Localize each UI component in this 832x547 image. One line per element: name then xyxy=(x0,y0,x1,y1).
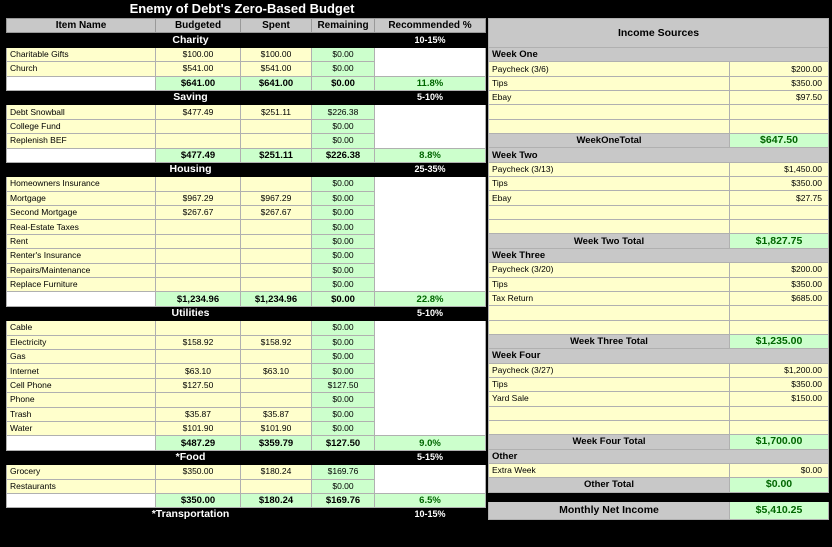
week-label: Week Three xyxy=(489,248,829,262)
income-amount[interactable]: $27.75 xyxy=(730,191,829,205)
total-percent: 22.8% xyxy=(375,292,486,306)
spent-cell[interactable]: $267.67 xyxy=(241,206,312,220)
week-total-amount: $647.50 xyxy=(730,134,829,148)
income-source[interactable] xyxy=(489,320,730,334)
remaining-cell: $0.00 xyxy=(312,191,375,205)
income-row xyxy=(489,392,829,406)
remaining-cell: $0.00 xyxy=(312,335,375,349)
column-header: Recommended % xyxy=(375,19,486,33)
budgeted-cell[interactable]: $35.87 xyxy=(156,407,241,421)
spent-cell[interactable] xyxy=(241,134,312,148)
total-remaining: $0.00 xyxy=(312,292,375,306)
income-amount[interactable] xyxy=(730,220,829,234)
total-remaining: $0.00 xyxy=(312,76,375,90)
budgeted-cell[interactable]: $101.90 xyxy=(156,421,241,435)
column-header: Remaining xyxy=(312,19,375,33)
spent-cell[interactable] xyxy=(241,220,312,234)
spent-cell[interactable] xyxy=(241,349,312,363)
income-source[interactable] xyxy=(489,406,730,420)
spent-cell[interactable]: $63.10 xyxy=(241,364,312,378)
income-amount[interactable]: $200.00 xyxy=(730,263,829,277)
income-row xyxy=(489,62,829,76)
spent-cell[interactable]: $100.00 xyxy=(241,47,312,61)
section-header xyxy=(7,162,486,176)
income-spacer-row xyxy=(489,492,829,501)
income-source[interactable]: Tips xyxy=(489,277,730,291)
income-row xyxy=(489,377,829,391)
budgeted-cell[interactable] xyxy=(156,249,241,263)
budget-row xyxy=(7,321,486,335)
budgeted-cell[interactable] xyxy=(156,278,241,292)
item-name[interactable]: Cell Phone xyxy=(7,378,156,392)
income-row xyxy=(489,119,829,133)
income-amount[interactable]: $200.00 xyxy=(730,62,829,76)
column-header: Budgeted xyxy=(156,19,241,33)
section-total-row xyxy=(7,493,486,507)
week-total-label: Other Total xyxy=(489,478,730,492)
total-spent: $251.11 xyxy=(241,148,312,162)
week-label-row xyxy=(489,148,829,162)
budgeted-cell[interactable] xyxy=(156,349,241,363)
spent-cell[interactable] xyxy=(241,177,312,191)
budget-table xyxy=(6,18,486,523)
section-total-row xyxy=(7,292,486,306)
budgeted-cell[interactable] xyxy=(156,393,241,407)
budget-row xyxy=(7,105,486,119)
income-source[interactable] xyxy=(489,119,730,133)
remaining-cell: $0.00 xyxy=(312,119,375,133)
spent-cell[interactable] xyxy=(241,249,312,263)
week-label-row xyxy=(489,248,829,262)
income-amount[interactable] xyxy=(730,320,829,334)
section-total-row xyxy=(7,148,486,162)
recommended-blank xyxy=(375,47,486,76)
item-name[interactable]: Church xyxy=(7,62,156,76)
income-row xyxy=(489,220,829,234)
column-header: Item Name xyxy=(7,19,156,33)
income-source[interactable] xyxy=(489,205,730,219)
budgeted-cell[interactable] xyxy=(156,220,241,234)
income-row xyxy=(489,463,829,477)
item-name[interactable]: Homeowners Insurance xyxy=(7,177,156,191)
total-blank xyxy=(7,436,156,450)
budgeted-cell[interactable] xyxy=(156,234,241,248)
income-source[interactable]: Tax Return xyxy=(489,291,730,305)
week-total-amount: $1,235.00 xyxy=(730,334,829,348)
week-total-row xyxy=(489,234,829,248)
income-source[interactable]: Ebay xyxy=(489,191,730,205)
budgeted-cell[interactable]: $350.00 xyxy=(156,465,241,479)
item-name[interactable]: Replenish BEF xyxy=(7,134,156,148)
remaining-cell: $0.00 xyxy=(312,177,375,191)
remaining-cell: $0.00 xyxy=(312,321,375,335)
item-name[interactable]: Gas xyxy=(7,349,156,363)
income-source[interactable]: Paycheck (3/13) xyxy=(489,162,730,176)
total-spent: $1,234.96 xyxy=(241,292,312,306)
total-percent: 8.8% xyxy=(375,148,486,162)
week-label: Other xyxy=(489,449,829,463)
income-table xyxy=(488,18,829,520)
budgeted-cell[interactable] xyxy=(156,177,241,191)
total-percent: 11.8% xyxy=(375,76,486,90)
spent-cell[interactable] xyxy=(241,479,312,493)
section-recommended: 5-10% xyxy=(375,90,486,104)
section-recommended: 5-10% xyxy=(375,306,486,320)
spent-cell[interactable]: $967.29 xyxy=(241,191,312,205)
item-name[interactable]: Rent xyxy=(7,234,156,248)
income-source[interactable]: Paycheck (3/20) xyxy=(489,263,730,277)
week-total-amount: $0.00 xyxy=(730,478,829,492)
income-amount[interactable] xyxy=(730,306,829,320)
section-recommended: 5-15% xyxy=(375,450,486,464)
remaining-cell: $0.00 xyxy=(312,349,375,363)
sheet-title: Enemy of Debt's Zero-Based Budget xyxy=(129,1,355,16)
week-total-row xyxy=(489,134,829,148)
income-source[interactable]: Tips xyxy=(489,76,730,90)
remaining-cell: $0.00 xyxy=(312,220,375,234)
income-source[interactable] xyxy=(489,220,730,234)
item-name[interactable]: Trash xyxy=(7,407,156,421)
remaining-cell: $0.00 xyxy=(312,364,375,378)
spacer-cell xyxy=(489,492,829,501)
income-row xyxy=(489,191,829,205)
week-total-label: Week Three Total xyxy=(489,334,730,348)
remaining-cell: $0.00 xyxy=(312,249,375,263)
remaining-cell: $127.50 xyxy=(312,378,375,392)
income-row xyxy=(489,205,829,219)
total-remaining: $169.76 xyxy=(312,493,375,507)
income-row xyxy=(489,162,829,176)
recommended-blank xyxy=(375,321,486,436)
remaining-cell: $226.38 xyxy=(312,105,375,119)
section-recommended: 10-15% xyxy=(375,508,486,522)
spent-cell[interactable] xyxy=(241,234,312,248)
income-row xyxy=(489,363,829,377)
week-total-row xyxy=(489,478,829,492)
income-row xyxy=(489,76,829,90)
income-amount[interactable] xyxy=(730,119,829,133)
total-budgeted: $1,234.96 xyxy=(156,292,241,306)
item-name[interactable]: Replace Furniture xyxy=(7,278,156,292)
income-row xyxy=(489,263,829,277)
item-name[interactable]: Charitable Gifts xyxy=(7,47,156,61)
income-source[interactable] xyxy=(489,306,730,320)
week-label: Week One xyxy=(489,48,829,62)
remaining-cell: $0.00 xyxy=(312,421,375,435)
budgeted-cell[interactable] xyxy=(156,321,241,335)
section-header xyxy=(7,90,486,104)
week-label-row xyxy=(489,48,829,62)
budgeted-cell[interactable] xyxy=(156,479,241,493)
section-total-row xyxy=(7,436,486,450)
remaining-cell: $169.76 xyxy=(312,465,375,479)
net-income-row xyxy=(489,501,829,519)
week-label-row xyxy=(489,349,829,363)
total-budgeted: $350.00 xyxy=(156,493,241,507)
income-amount[interactable] xyxy=(730,105,829,119)
income-row xyxy=(489,277,829,291)
budget-row xyxy=(7,465,486,479)
recommended-blank xyxy=(375,465,486,494)
total-budgeted: $477.49 xyxy=(156,148,241,162)
section-name: *Transportation xyxy=(7,508,375,522)
income-source[interactable]: Paycheck (3/6) xyxy=(489,62,730,76)
item-name[interactable]: Real-Estate Taxes xyxy=(7,220,156,234)
section-total-row xyxy=(7,76,486,90)
section-header xyxy=(7,33,486,47)
budget-header-row xyxy=(7,19,486,33)
income-source[interactable]: Yard Sale xyxy=(489,392,730,406)
spent-cell[interactable] xyxy=(241,278,312,292)
income-source[interactable] xyxy=(489,420,730,434)
income-amount[interactable] xyxy=(730,420,829,434)
income-amount[interactable]: $1,200.00 xyxy=(730,363,829,377)
total-remaining: $127.50 xyxy=(312,436,375,450)
item-name[interactable]: College Fund xyxy=(7,119,156,133)
recommended-blank xyxy=(375,105,486,148)
spent-cell[interactable]: $101.90 xyxy=(241,421,312,435)
income-row xyxy=(489,406,829,420)
income-header: Income Sources xyxy=(489,19,829,48)
item-name[interactable]: Restaurants xyxy=(7,479,156,493)
net-income-amount: $5,410.25 xyxy=(730,501,829,519)
income-source[interactable]: Paycheck (3/27) xyxy=(489,363,730,377)
week-total-amount: $1,827.75 xyxy=(730,234,829,248)
item-name[interactable]: Mortgage xyxy=(7,191,156,205)
remaining-cell: $0.00 xyxy=(312,263,375,277)
column-header: Spent xyxy=(241,19,312,33)
week-label: Week Two xyxy=(489,148,829,162)
remaining-cell: $0.00 xyxy=(312,278,375,292)
week-label-row xyxy=(489,449,829,463)
budgeted-cell[interactable]: $127.50 xyxy=(156,378,241,392)
total-blank xyxy=(7,292,156,306)
section-name: Utilities xyxy=(7,306,375,320)
income-amount[interactable]: $685.00 xyxy=(730,291,829,305)
spent-cell[interactable]: $251.11 xyxy=(241,105,312,119)
remaining-cell: $0.00 xyxy=(312,206,375,220)
income-row xyxy=(489,177,829,191)
total-spent: $359.79 xyxy=(241,436,312,450)
budgeted-cell[interactable]: $158.92 xyxy=(156,335,241,349)
spent-cell[interactable]: $35.87 xyxy=(241,407,312,421)
week-label: Week Four xyxy=(489,349,829,363)
total-blank xyxy=(7,493,156,507)
income-amount[interactable] xyxy=(730,406,829,420)
section-header xyxy=(7,508,486,522)
budgeted-cell[interactable]: $100.00 xyxy=(156,47,241,61)
income-amount[interactable] xyxy=(730,205,829,219)
item-name[interactable]: Water xyxy=(7,421,156,435)
total-budgeted: $487.29 xyxy=(156,436,241,450)
budgeted-cell[interactable]: $477.49 xyxy=(156,105,241,119)
item-name[interactable]: Debt Snowball xyxy=(7,105,156,119)
budgeted-cell[interactable] xyxy=(156,119,241,133)
section-name: *Food xyxy=(7,450,375,464)
remaining-cell: $0.00 xyxy=(312,393,375,407)
remaining-cell: $0.00 xyxy=(312,47,375,61)
income-source[interactable]: Extra Week xyxy=(489,463,730,477)
week-total-row xyxy=(489,334,829,348)
item-name[interactable]: Internet xyxy=(7,364,156,378)
total-remaining: $226.38 xyxy=(312,148,375,162)
remaining-cell: $0.00 xyxy=(312,407,375,421)
budgeted-cell[interactable] xyxy=(156,134,241,148)
budgeted-cell[interactable]: $267.67 xyxy=(156,206,241,220)
income-row xyxy=(489,320,829,334)
week-total-label: Week Two Total xyxy=(489,234,730,248)
income-amount[interactable]: $350.00 xyxy=(730,76,829,90)
income-row xyxy=(489,306,829,320)
total-spent: $641.00 xyxy=(241,76,312,90)
item-name[interactable]: Renter's Insurance xyxy=(7,249,156,263)
total-budgeted: $641.00 xyxy=(156,76,241,90)
income-source[interactable]: Ebay xyxy=(489,91,730,105)
income-row xyxy=(489,91,829,105)
total-percent: 6.5% xyxy=(375,493,486,507)
spent-cell[interactable] xyxy=(241,119,312,133)
week-total-amount: $1,700.00 xyxy=(730,435,829,449)
section-recommended: 25-35% xyxy=(375,162,486,176)
remaining-cell: $0.00 xyxy=(312,134,375,148)
budgeted-cell[interactable]: $967.29 xyxy=(156,191,241,205)
item-name[interactable]: Cable xyxy=(7,321,156,335)
total-spent: $180.24 xyxy=(241,493,312,507)
budgeted-cell[interactable]: $541.00 xyxy=(156,62,241,76)
section-name: Housing xyxy=(7,162,375,176)
total-blank xyxy=(7,148,156,162)
section-header xyxy=(7,450,486,464)
income-row xyxy=(489,420,829,434)
week-total-label: WeekOneTotal xyxy=(489,134,730,148)
income-amount[interactable]: $150.00 xyxy=(730,392,829,406)
income-row xyxy=(489,105,829,119)
section-recommended: 10-15% xyxy=(375,33,486,47)
budgeted-cell[interactable] xyxy=(156,263,241,277)
spent-cell[interactable] xyxy=(241,263,312,277)
income-amount[interactable]: $350.00 xyxy=(730,177,829,191)
item-name[interactable]: Electricity xyxy=(7,335,156,349)
week-total-label: Week Four Total xyxy=(489,435,730,449)
item-name[interactable]: Repairs/Maintenance xyxy=(7,263,156,277)
total-percent: 9.0% xyxy=(375,436,486,450)
budgeted-cell[interactable]: $63.10 xyxy=(156,364,241,378)
spent-cell[interactable] xyxy=(241,378,312,392)
week-total-row xyxy=(489,435,829,449)
spent-cell[interactable] xyxy=(241,393,312,407)
income-amount[interactable]: $350.00 xyxy=(730,277,829,291)
income-source[interactable] xyxy=(489,105,730,119)
recommended-blank xyxy=(375,177,486,292)
spent-cell[interactable]: $180.24 xyxy=(241,465,312,479)
spent-cell[interactable] xyxy=(241,321,312,335)
total-blank xyxy=(7,76,156,90)
remaining-cell: $0.00 xyxy=(312,62,375,76)
income-amount[interactable]: $350.00 xyxy=(730,377,829,391)
remaining-cell: $0.00 xyxy=(312,234,375,248)
remaining-cell: $0.00 xyxy=(312,479,375,493)
net-income-label: Monthly Net Income xyxy=(489,501,730,519)
item-name[interactable]: Second Mortgage xyxy=(7,206,156,220)
income-amount[interactable]: $97.50 xyxy=(730,91,829,105)
section-name: Saving xyxy=(7,90,375,104)
item-name[interactable]: Phone xyxy=(7,393,156,407)
spent-cell[interactable]: $158.92 xyxy=(241,335,312,349)
income-amount[interactable]: $0.00 xyxy=(730,463,829,477)
income-source[interactable]: Tips xyxy=(489,377,730,391)
income-source[interactable]: Tips xyxy=(489,177,730,191)
section-header xyxy=(7,306,486,320)
budget-row xyxy=(7,177,486,191)
budget-row xyxy=(7,47,486,61)
income-amount[interactable]: $1,450.00 xyxy=(730,162,829,176)
section-name: Charity xyxy=(7,33,375,47)
spent-cell[interactable]: $541.00 xyxy=(241,62,312,76)
income-header-row xyxy=(489,19,829,48)
item-name[interactable]: Grocery xyxy=(7,465,156,479)
income-row xyxy=(489,291,829,305)
